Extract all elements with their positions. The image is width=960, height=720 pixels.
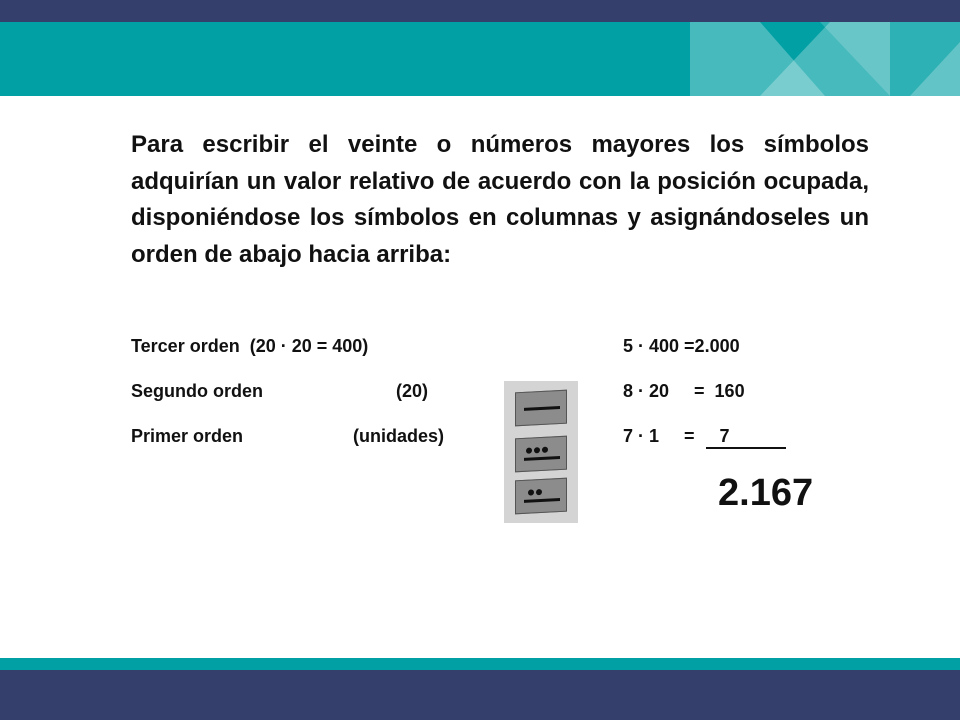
mayan-dot (534, 447, 540, 453)
row-tercer-orden-label: Tercer orden (20 · 20 = 400) (131, 336, 369, 356)
mayan-dot (526, 447, 532, 453)
footer-navy-band (0, 670, 960, 720)
total-result: 2.167 (718, 472, 814, 514)
intro-paragraph: Para escribir el veinte o números mayores los símbolos adquirían un valor relativo de acuerdo con la posición ocupada, disponiéndose los símbolos en columnas y asignándoseles un orden de abajo hacia arriba: (131, 131, 869, 268)
row-tercer-orden-value: 5 · 400 =2.000 (623, 336, 740, 356)
mayan-bar (524, 498, 560, 503)
footer-teal-band (0, 658, 960, 670)
sum-underline (706, 447, 786, 449)
row-segundo-orden-label: Segundo orden (131, 381, 263, 401)
row-primer-orden-factor: (unidades) (353, 426, 445, 446)
mayan-dot (528, 489, 534, 495)
mayan-glyph-segundo-orden (515, 436, 567, 473)
mayan-glyph-tercer-orden (515, 390, 567, 427)
mayan-bar (524, 456, 560, 461)
row-segundo-orden-value: 8 · 20 = 160 (623, 381, 745, 401)
mayan-bar (524, 406, 560, 411)
row-segundo-orden-factor: (20) (396, 381, 429, 401)
row-primer-orden-label: Primer orden (131, 426, 244, 446)
mayan-dot (542, 447, 548, 453)
row-primer-orden-value: 7 · 1 = 7 (623, 426, 730, 446)
header-teal-band (0, 22, 960, 96)
header-chevron-decoration (0, 22, 960, 96)
mayan-glyph-primer-orden (515, 478, 567, 515)
mayan-numeral-image (504, 381, 578, 523)
header-navy-band (0, 0, 960, 22)
mayan-dot (536, 489, 542, 495)
